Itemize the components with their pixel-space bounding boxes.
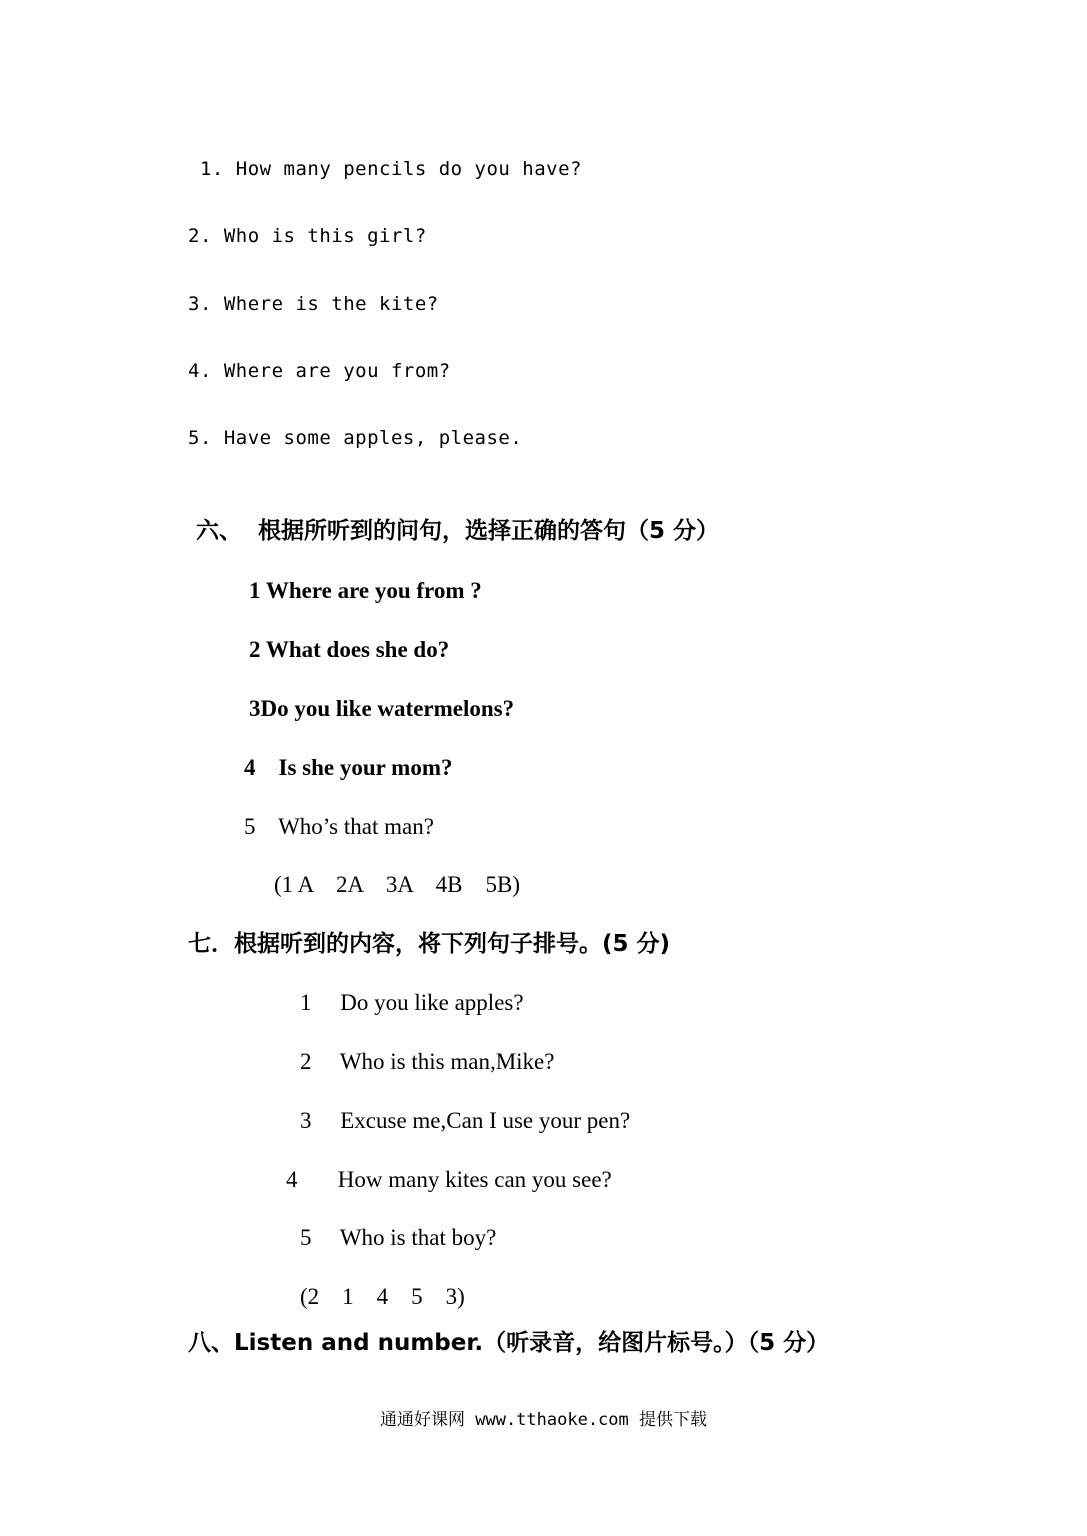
section-7-answer: (2 1 4 5 3)	[300, 1284, 465, 1309]
section-6-item-3: 3Do you like watermelons?	[249, 696, 515, 721]
section-7-heading: 七．根据听到的内容，将下列句子排号。(5 分)	[188, 931, 671, 957]
question-5: 5. Have some apples, please.	[188, 427, 523, 449]
section-6-item-4: 4 Is she your mom?	[244, 755, 453, 780]
section-8-heading: 八、Listen and number.（听录音，给图片标号。）（5 分）	[188, 1330, 830, 1356]
section-7-item-3: 3 Excuse me,Can I use your pen?	[300, 1108, 631, 1133]
question-3: 3. Where is the kite?	[188, 293, 439, 315]
section-7-item-5: 5 Who is that boy?	[300, 1225, 497, 1250]
question-1: 1. How many pencils do you have?	[188, 158, 582, 180]
section-6-item-2: 2 What does she do?	[249, 637, 450, 662]
section-6-item-5: 5 Who’s that man?	[244, 814, 434, 839]
question-4: 4. Where are you from?	[188, 360, 451, 382]
section-6-answer: (1 A 2A 3A 4B 5B)	[274, 872, 521, 897]
section-6-heading: 六、 根据所听到的问句，选择正确的答句（5 分）	[188, 518, 720, 544]
question-2: 2. Who is this girl?	[188, 225, 427, 247]
section-6-item-1: 1 Where are you from ?	[249, 578, 482, 603]
section-7-item-2: 2 Who is this man,Mike?	[300, 1049, 555, 1074]
footer-text: 通通好课网 www.tthaoke.com 提供下载	[380, 1410, 707, 1430]
section-7-item-1: 1 Do you like apples?	[300, 990, 524, 1015]
section-7-item-4: 4 How many kites can you see?	[286, 1167, 612, 1192]
